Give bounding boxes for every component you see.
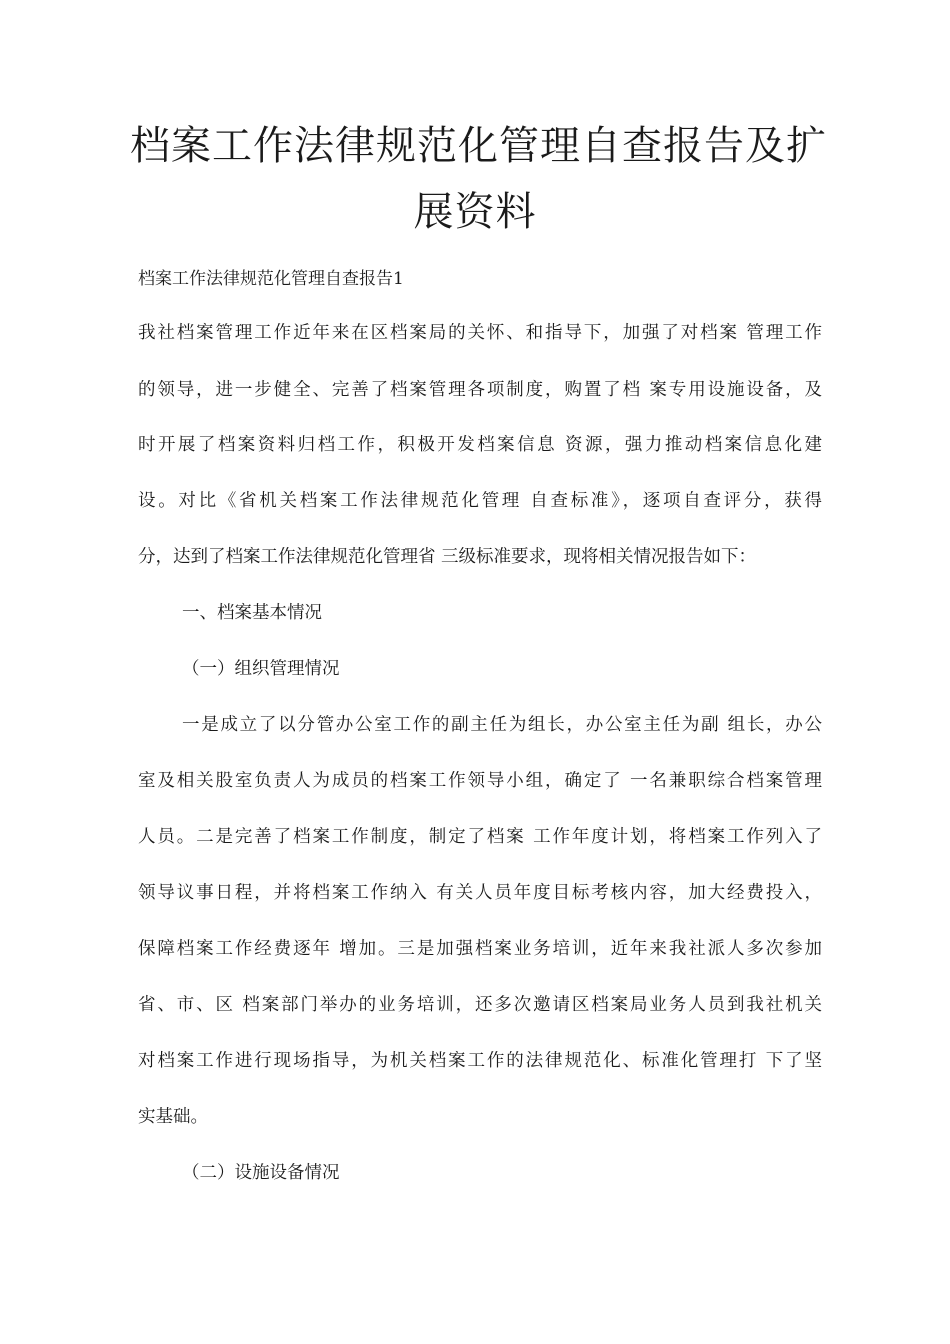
body-paragraph-line: 对档案工作进行现场指导，为机关档案工作的法律规范化、标准化管理打 下了坚 [138,1051,822,1071]
intro-paragraph-line: 分，达到了档案工作法律规范化管理省 三级标准要求，现将相关情况报告如下： [138,547,757,567]
document-title-line-1: 档案工作法律规范化管理自查报告及扩 [130,123,827,169]
subsection-heading-organization: （一）组织管理情况 [182,659,340,679]
subsection-heading-facilities: （二）设施设备情况 [182,1163,340,1183]
intro-paragraph-line: 的领导，进一步健全、完善了档案管理各项制度，购置了档 案专用设施设备，及 [138,380,822,400]
section-heading-basic-situation: 一、档案基本情况 [182,603,322,623]
body-paragraph-line: 室及相关股室负责人为成员的档案工作领导小组，确定了 一名兼职综合档案管理 [138,771,822,791]
body-paragraph-line: 实基础。 [138,1107,208,1127]
document-title-line-2: 展资料 [413,189,537,235]
report-subtitle: 档案工作法律规范化管理自查报告1 [138,269,404,289]
body-paragraph-line: 领导议事日程，并将档案工作纳入 有关人员年度目标考核内容，加大经费投入， [138,883,822,903]
body-paragraph-line: 省、市、区 档案部门举办的业务培训，还多次邀请区档案局业务人员到我社机关 [138,995,822,1015]
body-paragraph-line: 一是成立了以分管办公室工作的副主任为组长，办公室主任为副 组长，办公 [182,715,822,735]
intro-paragraph-line: 设。对比《省机关档案工作法律规范化管理 自查标准》，逐项自查评分，获得 [138,491,822,511]
body-paragraph-line: 人员。二是完善了档案工作制度，制定了档案 工作年度计划，将档案工作列入了 [138,827,822,847]
intro-paragraph-line: 时开展了档案资料归档工作，积极开发档案信息 资源，强力推动档案信息化建 [138,435,822,455]
body-paragraph-line: 保障档案工作经费逐年 增加。三是加强档案业务培训，近年来我社派人多次参加 [138,939,822,959]
intro-paragraph-line: 我社档案管理工作近年来在区档案局的关怀、和指导下，加强了对档案 管理工作 [138,323,822,343]
